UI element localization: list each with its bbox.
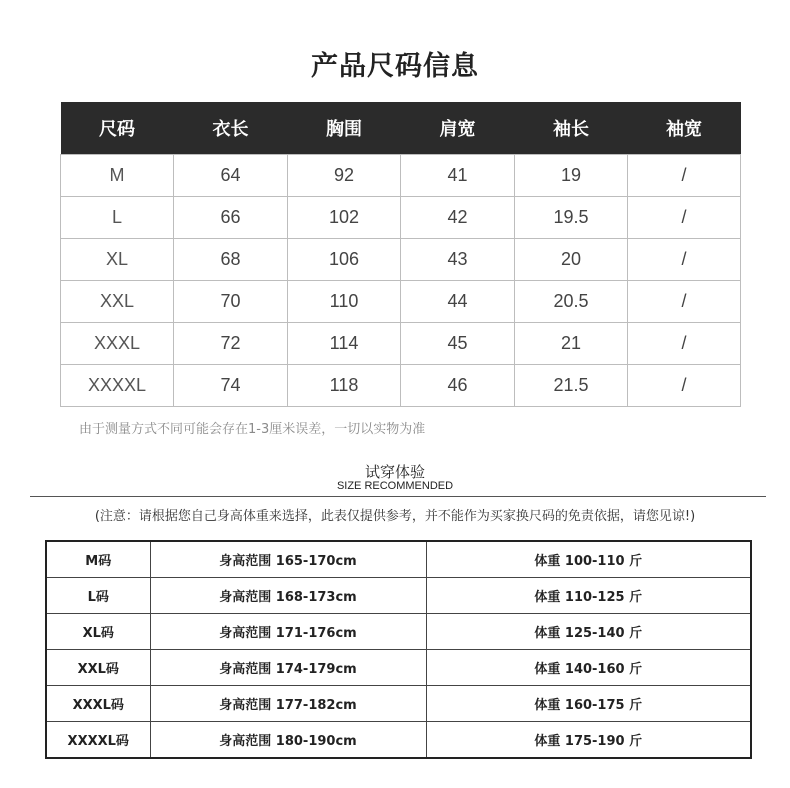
- try-on-title: 试穿体验: [364, 463, 425, 481]
- table-cell: 106: [288, 239, 401, 281]
- rec-height-cell: 身高范围 165-170cm: [150, 541, 426, 578]
- table-row: [61, 323, 741, 365]
- table-cell: XXL: [61, 281, 174, 323]
- table-row: [46, 722, 751, 759]
- table-cell: 43: [401, 239, 515, 281]
- table-cell: 64: [174, 155, 288, 197]
- table-cell: 70: [174, 281, 288, 323]
- rec-weight-cell: 体重 100-110 斤: [426, 541, 751, 578]
- table-cell: /: [628, 323, 741, 365]
- measurement-note: 由于测量方式不同可能会存在1-3厘米误差，一切以实物为准: [79, 422, 426, 437]
- rec-size-cell: XXL码: [46, 650, 150, 686]
- table-row: [61, 155, 741, 197]
- table-row: [61, 239, 741, 281]
- table-cell: 66: [174, 197, 288, 239]
- rec-weight-cell: 体重 175-190 斤: [426, 722, 751, 759]
- table-cell: /: [628, 197, 741, 239]
- rec-height-cell: 身高范围 168-173cm: [150, 578, 426, 614]
- header-shoulder: 肩宽: [401, 102, 515, 155]
- rec-weight-cell: 体重 125-140 斤: [426, 614, 751, 650]
- rec-size-cell: XXXL码: [46, 686, 150, 722]
- recommendation-table: [45, 540, 752, 759]
- try-on-subtitle: SIZE RECOMMENDED: [336, 480, 454, 492]
- table-cell: 114: [288, 323, 401, 365]
- table-cell: /: [628, 281, 741, 323]
- table-cell: XXXL: [61, 323, 174, 365]
- table-row: [46, 578, 751, 614]
- table-cell: XXXXL: [61, 365, 174, 407]
- table-cell: 68: [174, 239, 288, 281]
- table-cell: /: [628, 239, 741, 281]
- table-cell: 118: [288, 365, 401, 407]
- table-cell: 20: [515, 239, 628, 281]
- rec-height-cell: 身高范围 177-182cm: [150, 686, 426, 722]
- table-cell: 92: [288, 155, 401, 197]
- rec-height-cell: 身高范围 171-176cm: [150, 614, 426, 650]
- size-table: [60, 102, 741, 407]
- header-sleeve-length: 袖长: [515, 102, 628, 155]
- page-title: 产品尺码信息: [311, 51, 479, 82]
- table-cell: 42: [401, 197, 515, 239]
- rec-height-cell: 身高范围 174-179cm: [150, 650, 426, 686]
- table-row: [61, 281, 741, 323]
- header-size: 尺码: [61, 102, 174, 155]
- try-on-note: (注意：请根据您自己身高体重来选择，此表仅提供参考，并不能作为买家换尺码的免责依据，请您见谅!): [94, 509, 696, 524]
- table-cell: 41: [401, 155, 515, 197]
- table-row: [46, 541, 751, 578]
- table-cell: 21.5: [515, 365, 628, 407]
- table-cell: /: [628, 365, 741, 407]
- header-length: 衣长: [174, 102, 288, 155]
- table-cell: 45: [401, 323, 515, 365]
- table-row: [46, 650, 751, 686]
- table-cell: 102: [288, 197, 401, 239]
- table-cell: XL: [61, 239, 174, 281]
- table-cell: 72: [174, 323, 288, 365]
- table-cell: 19: [515, 155, 628, 197]
- header-chest: 胸围: [288, 102, 401, 155]
- rec-height-cell: 身高范围 180-190cm: [150, 722, 426, 759]
- rec-weight-cell: 体重 140-160 斤: [426, 650, 751, 686]
- table-cell: 44: [401, 281, 515, 323]
- header-sleeve-width: 袖宽: [628, 102, 741, 155]
- table-cell: 21: [515, 323, 628, 365]
- table-row: [46, 614, 751, 650]
- size-table-header-row: [61, 102, 741, 155]
- table-cell: 74: [174, 365, 288, 407]
- rec-weight-cell: 体重 160-175 斤: [426, 686, 751, 722]
- table-cell: 20.5: [515, 281, 628, 323]
- section-divider: [30, 496, 766, 497]
- table-cell: /: [628, 155, 741, 197]
- table-cell: M: [61, 155, 174, 197]
- table-row: [61, 365, 741, 407]
- table-cell: L: [61, 197, 174, 239]
- rec-size-cell: XL码: [46, 614, 150, 650]
- table-cell: 110: [288, 281, 401, 323]
- table-cell: 46: [401, 365, 515, 407]
- table-row: [46, 686, 751, 722]
- table-row: [61, 197, 741, 239]
- rec-size-cell: XXXXL码: [46, 722, 150, 759]
- rec-weight-cell: 体重 110-125 斤: [426, 578, 751, 614]
- table-cell: 19.5: [515, 197, 628, 239]
- rec-size-cell: L码: [46, 578, 150, 614]
- rec-size-cell: M码: [46, 541, 150, 578]
